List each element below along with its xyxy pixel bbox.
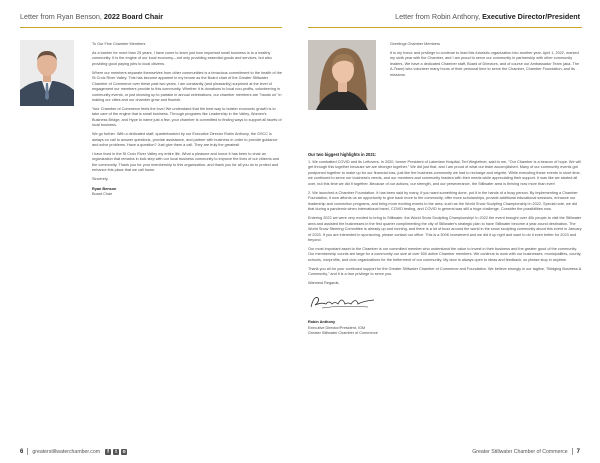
highlight-item: 2. We launched a Chamber Foundation. It has been said by many, if you want something done, put it in the hands of a busy person. By implementing a Chamber Foundation, it now affords us an opportunity to give back more to the community, offer more scholarships, provide additional educational sessions, enhance our leadership and connection programs, and bring more exciting events to the area, such as the World Snow Sculpting Championship in 2022. Special note, we did that during a pandemic when international travel, COVID testing, and COVID in general was still a huge challenge. Consider the possibilities now.	[308, 190, 578, 212]
left-page-number: 6	[20, 448, 24, 455]
highlight-item: 1. We combatted COVID and its Leftovers. In 2020, former President of Lakeview Hospital, Ted Wegleitner, said to me, "Our Chamber is a beacon of hope. We will get through this together because we are stronger together." We did just that, and I am proud of what our team accomplished. Many of our community events got postponed together to make up for our financial loss, just like the business community we had to recharge and reignite. While executing these events in short time, we continued to serve our business's needs, and our members and community leaders with their needs while appreciating their support. It was like we started all over, but this time we did it together. Because of our actions, our strength, and our perseverance, the Stillwater area is thriving now more than ever!	[308, 159, 581, 186]
right-letter-body	[308, 152, 582, 337]
right-signer-title: Executive Director/President, IOM	[308, 325, 366, 330]
handwritten-signature	[308, 292, 378, 312]
footer-org-name: Greater Stillwater Chamber of Commerce	[472, 448, 568, 455]
right-signer-name: Robin Anthony	[308, 320, 336, 325]
facebook-icon[interactable]: f	[105, 449, 111, 455]
right-page	[300, 0, 600, 463]
left-signature-block	[92, 187, 282, 198]
left-paragraph: We go further. With a dedicated staff, quarterbacked by our Executive Director Robin Anthony, the GSCC is always on call to answer questions, provide assistance, and partner with business in order to provide guidance and solve problems. Have a question? Just give them a call. They are truly the greatest!	[92, 132, 278, 148]
social-icons	[105, 449, 127, 455]
right-closing: Warmest Regards,	[308, 280, 340, 285]
right-page-number: 7	[576, 448, 580, 455]
twitter-icon[interactable]: t	[113, 449, 119, 455]
board-chair-photo	[20, 40, 74, 106]
footer-divider	[27, 448, 28, 455]
right-signer-org: Greater Stillwater Chamber of Commerce	[308, 331, 378, 336]
left-page-header	[20, 12, 163, 21]
footer-website-link[interactable]: greaterstillwaterchamber.com	[32, 448, 101, 455]
left-paragraph: As a banker for more than 25 years, I have come to learn just how important small business is to a healthy community. It is the engine of our local economy—not only providing essential goods and services, but also providing good paying jobs to local citizens.	[92, 50, 272, 66]
right-page-header	[395, 12, 580, 21]
executive-director-photo	[308, 40, 376, 110]
left-paragraph: I have lived in the St Croix River Valley my entire life. What a pleasure and honor it has been to chair an organization that remains in lock step with our local business community to improve the lives of our citizens and the community. Thank you for your membership to this organization- and thank you for all you do to protect and enhance this place that we call home.	[92, 151, 279, 173]
right-letter-intro	[390, 42, 580, 82]
right-paragraph: Entering 2022 we were very excited to bring to Stillwater, the World Snow Sculpting Championship! In 2022 the event brought over 40k people to visit the Stillwater area and assisted the businesses in the first quarter complimenting the city of Stillwater's strategic plan to have Stillwater become a year-round destination. The World Snow Steering Committee is already up and running, and there is a lot of buzz around the world in the snow sculpting community about this event in January of 2023. If you are interested in sponsoring, please contact our office. This is a 300K investment and we did it up right and want to do it even better for 2023 and beyond.	[308, 216, 582, 243]
right-header-prefix: Letter from Robin Anthony,	[395, 12, 481, 21]
left-greeting: To Our Fine Chamber Members	[92, 42, 146, 46]
instagram-icon[interactable]: o	[122, 448, 126, 455]
right-header-title: Executive Director/President	[482, 12, 580, 21]
right-greeting: Greetings Chamber Members	[390, 42, 441, 46]
left-signer-title: Board Chair	[92, 192, 113, 197]
right-header-rule	[308, 27, 582, 28]
left-signer-name: Ryan Benson	[92, 186, 117, 191]
left-header-title: 2022 Board Chair	[103, 12, 164, 21]
footer-divider	[572, 448, 573, 455]
left-closing: Sincerely,	[92, 177, 109, 182]
highlights-heading: Our two biggest highlights in 2021:	[308, 152, 377, 157]
right-paragraph: Thank you all for your continued support for the Greater Stillwater Chamber of Commerce and Foundation. We believe strongly in our tagline, "Bridging Business & Community," and it is a true privilege to serve you.	[308, 266, 582, 277]
left-footer	[20, 448, 127, 455]
left-paragraph: Your Chamber of Commerce feels the love! We understand that the best way to bolster economic growth is to take care of the engine that is small business. Through programs like Leadership in the Valley, Women's Business Bridge, and Hype to name just a few, your chamber is committed to finding ways to support all facets of local business.	[92, 106, 282, 128]
left-header-prefix: Letter from Ryan Benson,	[20, 12, 102, 21]
left-letter-body	[92, 42, 282, 198]
right-footer	[472, 448, 580, 455]
right-paragraph: Our most important asset to the Chamber is our committed member who understand the value to invest in their business and the greater good of the community. Our membership counts are large for a community our size at over 500 active Chamber members. We continue to work with our businesses, municipalities, county, schools, nonprofits, and civic organizations for the betterment of our community. My door is always open to ideas and feedback, so please stop in anytime.	[308, 246, 582, 262]
right-signature-block	[308, 320, 582, 337]
left-paragraph: Where our members separate themselves from other communities is a tenacious commitment to the health of the St Croix River Valley. This has become apparent in my tenure as the Board chair of the Greater Stillwater Chamber of Commerce over these past two years. I am constantly (and pleasantly) surprised at the level of engagement our members provide to this community. Whether it is donations to local non-profits, volunteering in community events, or just showing up to partake in annual celebrations, our chamber members are "hands on" in making our cities and our chamber grow and flourish.	[92, 70, 282, 103]
left-header-rule	[20, 27, 282, 28]
right-intro-paragraph: It is my honor and privilege to continue to lead this futuristic organization into another year. April 1, 2022, marked my sixth year with the Chamber, and I am proud to serve our community in partnership with other community leaders. We have a dedicated Chamber staff, Board of Directors, and of course our Ambassador Team (aka- The A-Team) who volunteer many hours of their personal time to serve the Chamber, Chamber Foundation, and its missions.	[390, 50, 580, 77]
